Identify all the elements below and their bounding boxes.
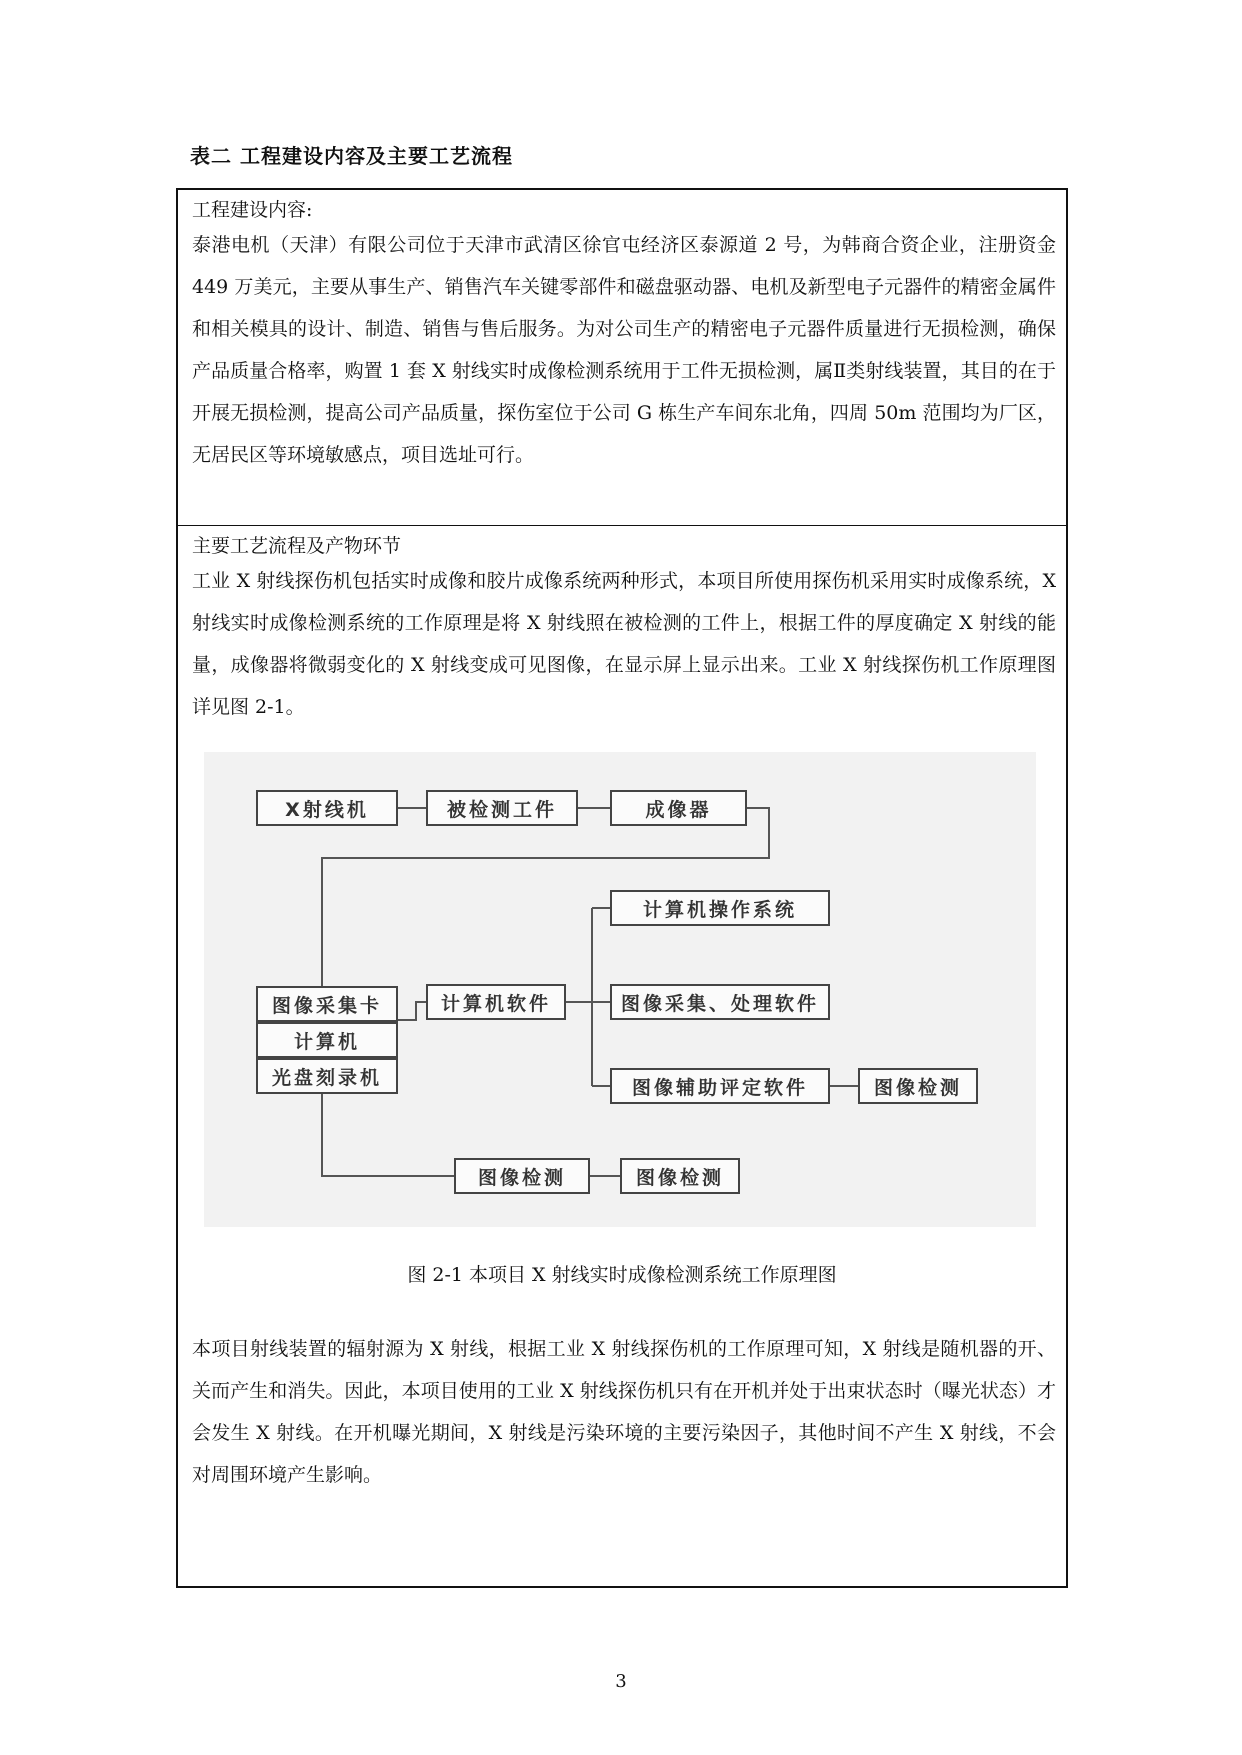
content-table <box>176 188 1068 1588</box>
node-capture-card: 图像采集卡 <box>256 986 398 1022</box>
process-paragraph: 工业 X 射线探伤机包括实时成像和胶片成像系统两种形式，本项目所使用探伤机采用实时成像系统，X 射线实时成像检测系统的工作原理是将 X 射线照在被检测的工件上，根据工件的厚度确定 X 射线的能量，成像器将微弱变化的 X 射线变成可见图像，在显示屏上显示出来。工业 X 射线探伤机工作原理图详见图 2-1。 <box>192 570 1056 718</box>
node-imager: 成像器 <box>610 790 747 826</box>
node-inspect-bottom-left: 图像检测 <box>454 1158 590 1194</box>
page-number: 3 <box>615 1671 627 1692</box>
figure-caption: 图 2-1 本项目 X 射线实时成像检测系统工作原理图 <box>407 1264 837 1286</box>
section-label-construction: 工程建设内容: <box>192 199 313 221</box>
node-software: 计算机软件 <box>426 984 566 1020</box>
node-assist-software: 图像辅助评定软件 <box>610 1068 830 1104</box>
connector-computer-software <box>398 1002 426 1020</box>
node-xray-machine: X射线机 <box>256 790 398 826</box>
node-inspect-right: 图像检测 <box>858 1068 978 1104</box>
node-os: 计算机操作系统 <box>610 890 830 926</box>
node-inspect-bottom-right: 图像检测 <box>620 1158 740 1194</box>
construction-paragraph: 泰港电机（天津）有限公司位于天津市武清区徐官屯经济区泰源道 2 号，为韩商合资企业，注册资金 449 万美元，主要从事生产、销售汽车关键零部件和磁盘驱动器、电机及新型电子元器件的精密金属件和相关模具的设计、制造、销售与售后服务。为对公司生产的精密电子元器件质量进行无损检测，确保产品质量合格率，购置 1 套 X 射线实时成像检测系统用于工件无损检测，属Ⅱ类射线装置，其目的在于开展无损检测，提高公司产品质量，探伤室位于公司 G 栋生产车间东北角，四周 50m 范围均为厂区，无居民区等环境敏感点，项目选址可行。 <box>192 234 1056 466</box>
node-workpiece: 被检测工件 <box>426 790 578 826</box>
section-process <box>192 532 1056 728</box>
section-label-process: 主要工艺流程及产物环节 <box>192 535 402 557</box>
node-capture-software: 图像采集、处理软件 <box>610 984 830 1020</box>
section-divider <box>178 525 1066 526</box>
node-computer: 计算机 <box>256 1022 398 1058</box>
radiation-paragraph: 本项目射线装置的辐射源为 X 射线，根据工业 X 射线探伤机的工作原理可知，X 射线是随机器的开、关而产生和消失。因此，本项目使用的工业 X 射线探伤机只有在开机并处于出束状态时（曝光状态）才会发生 X 射线。在开机曝光期间，X 射线是污染环境的主要污染因子，其他时间不产生 X 射线，不会对周围环境产生影响。 <box>192 1338 1056 1486</box>
page-heading: 表二 工程建设内容及主要工艺流程 <box>190 144 513 168</box>
flow-diagram <box>204 752 1036 1227</box>
section-construction <box>192 196 1056 476</box>
section-radiation <box>192 1328 1056 1496</box>
node-disc-burner: 光盘刻录机 <box>256 1058 398 1094</box>
